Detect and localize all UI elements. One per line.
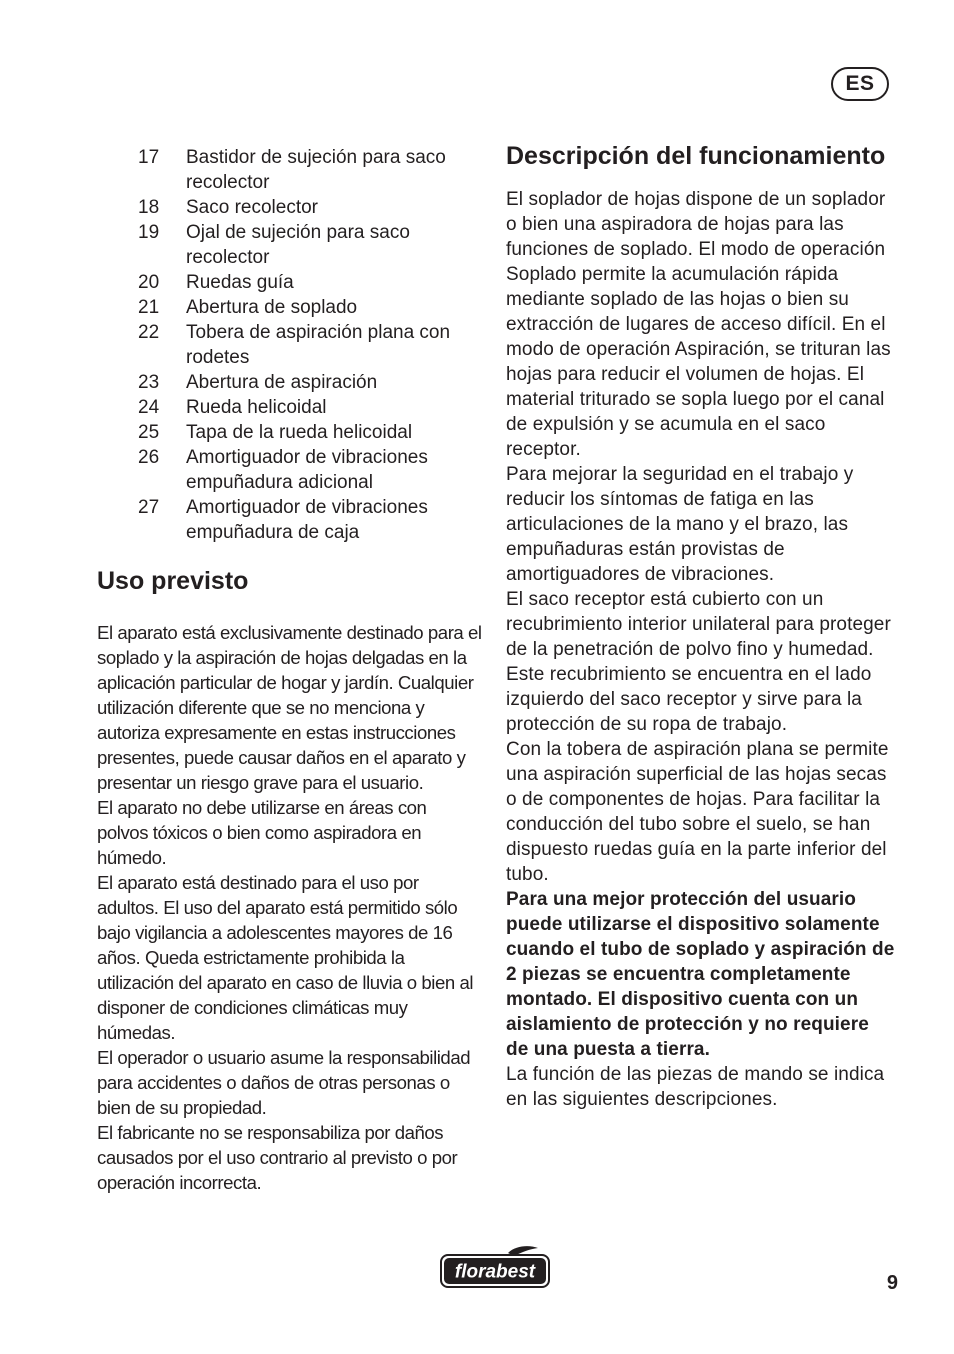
parts-list-item bbox=[97, 370, 482, 395]
parts-list-item bbox=[97, 220, 482, 270]
parts-list-item bbox=[97, 420, 482, 445]
part-number: 18 bbox=[138, 197, 160, 218]
part-label: Tobera de aspiración plana con rodetes bbox=[186, 322, 451, 368]
uso-paragraph: El aparato no debe utilizarse en áreas con polvos tóxicos o bien como aspiradora en húmedo. bbox=[97, 797, 427, 868]
parts-list-item bbox=[97, 195, 482, 220]
part-label: Saco recolector bbox=[186, 197, 319, 218]
part-number: 27 bbox=[138, 497, 160, 518]
part-label: Amortiguador de vibraciones empuñadura adicional bbox=[186, 447, 428, 493]
part-label: Ruedas guía bbox=[186, 272, 294, 293]
descripcion-paragraph: El saco receptor está cubierto con un recubrimiento interior unilateral para proteger de la penetración de polvo fino y humedad. Este recubrimiento se encuentra en el lado izquierdo del saco receptor y sirve para la protección de su ropa de trabajo. bbox=[506, 589, 891, 735]
descripcion-paragraph: Con la tobera de aspiración plana se permite una aspiración superficial de las hojas secas o de componentes de hojas. Para facilitar la conducción del tubo sobre el suelo, se han dispuesto ruedas guía en la parte inferior del tubo. bbox=[506, 739, 889, 885]
part-number: 25 bbox=[138, 422, 160, 443]
descripcion-heading: Descripción del funcionamiento bbox=[506, 142, 886, 170]
part-label: Bastidor de sujeción para saco recolector bbox=[186, 147, 446, 193]
descripcion-closing: La función de las piezas de mando se indica en las siguientes descripciones. bbox=[506, 1064, 885, 1110]
part-label: Abertura de soplado bbox=[186, 297, 358, 318]
part-number: 20 bbox=[138, 272, 160, 293]
page-number: 9 bbox=[886, 1272, 898, 1294]
part-number: 21 bbox=[138, 297, 160, 318]
parts-list-item bbox=[97, 270, 482, 295]
parts-list-item bbox=[97, 395, 482, 420]
uso-paragraph: El aparato está destinado para el uso por adultos. El uso del aparato está permitido sólo bajo vigilancia a adolescentes mayores de 16 años. Queda estrictamente prohibida la utilización del aparato en caso de lluvia o bien al disponer de condiciones climáticas muy húmedas. bbox=[97, 872, 474, 1043]
right-column bbox=[506, 140, 896, 1112]
language-badge: ES bbox=[831, 67, 889, 101]
part-number: 23 bbox=[138, 372, 160, 393]
descripcion-body bbox=[506, 187, 896, 1112]
safety-note: Para una mejor protección del usuario puede utilizarse el dispositivo solamente cuando el tubo de soplado y aspiración de 2 piezas se encuentra completamente montado. El dispositivo cuenta con un aislamiento de protección y no requiere de una puesta a tierra. bbox=[506, 889, 895, 1060]
parts-list-item bbox=[97, 295, 482, 320]
descripcion-paragraph: El soplador de hojas dispone de un soplador o bien una aspiradora de hojas para las funciones de soplado. El modo de operación Soplado permite la acumulación rápida mediante soplado de las hojas o bien su extracción de lugares de acceso difícil. En el modo de operación Aspiración, se trituran las hojas para reducir el volumen de hojas. El material triturado se sopla luego por el canal de expulsión y se acumula en el saco receptor. bbox=[506, 189, 891, 460]
part-number: 19 bbox=[138, 222, 160, 243]
descripcion-paragraph: Para mejorar la seguridad en el trabajo y reducir los síntomas de fatiga en las articulaciones de la mano y el brazo, las empuñaduras están provistas de amortiguadores de vibraciones. bbox=[506, 464, 854, 585]
part-label: Ojal de sujeción para saco recolector bbox=[186, 222, 410, 268]
parts-list-item bbox=[97, 145, 482, 195]
part-number: 24 bbox=[138, 397, 160, 418]
parts-list-item bbox=[97, 495, 482, 545]
parts-list bbox=[97, 145, 482, 545]
uso-paragraph: El aparato está exclusivamente destinado para el soplado y la aspiración de hojas delgadas en la aplicación particular de hogar y jardín. Cualquier utilización diferente que se no menciona y autoriza expresamente en estas instrucciones presentes, puede causar daños en el aparato y presentar un riesgo grave para el usuario. bbox=[97, 622, 482, 793]
florabest-logo bbox=[438, 1244, 552, 1290]
part-number: 22 bbox=[138, 322, 160, 343]
parts-list-item bbox=[97, 445, 482, 495]
parts-list-item bbox=[97, 320, 482, 370]
brand-text: florabest bbox=[454, 1261, 536, 1283]
part-label: Abertura de aspiración bbox=[186, 372, 378, 393]
uso-paragraph: El operador o usuario asume la responsabilidad para accidentes o daños de otras personas o bien de su propiedad. bbox=[97, 1047, 471, 1118]
part-label: Tapa de la rueda helicoidal bbox=[186, 422, 413, 443]
part-label: Amortiguador de vibraciones empuñadura de caja bbox=[186, 497, 428, 543]
uso-previsto-heading: Uso previsto bbox=[97, 567, 249, 595]
uso-paragraph: El fabricante no se responsabiliza por daños causados por el uso contrario al previsto o por operación incorrecta. bbox=[97, 1122, 458, 1193]
uso-previsto-body bbox=[97, 620, 482, 1195]
part-number: 26 bbox=[138, 447, 160, 468]
left-column bbox=[97, 145, 482, 1195]
part-label: Rueda helicoidal bbox=[186, 397, 327, 418]
part-number: 17 bbox=[138, 147, 160, 168]
